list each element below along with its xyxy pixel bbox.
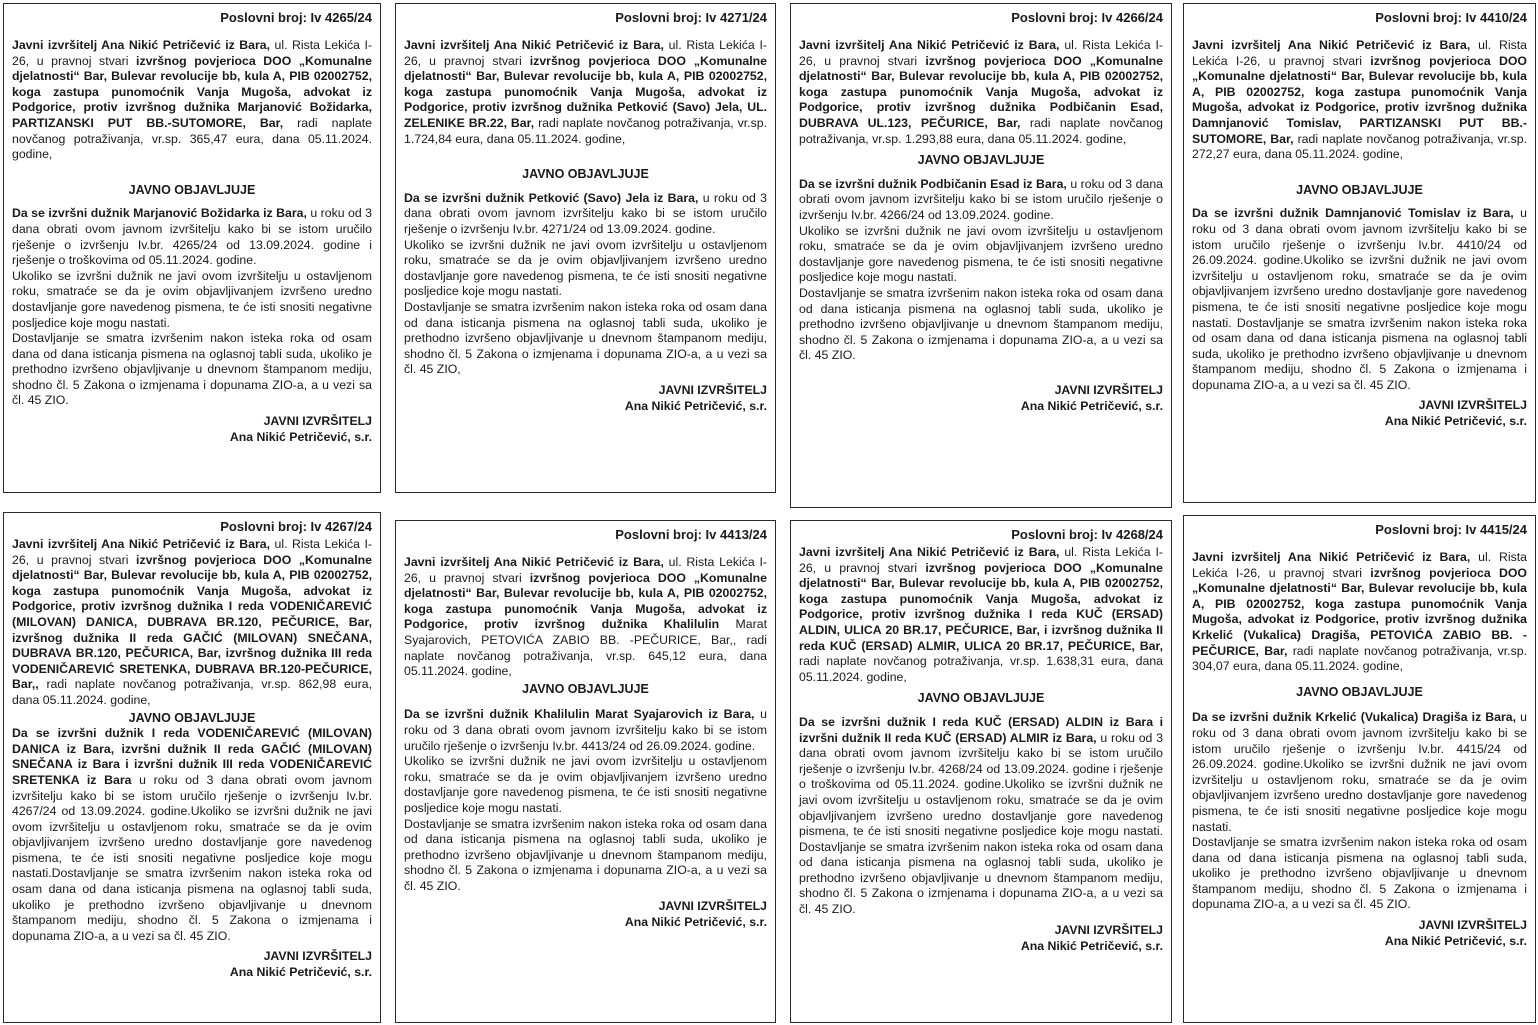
signature-title: JAVNI IZVRŠITELJ [1054,382,1163,397]
signature-block [1192,397,1527,429]
signature-block [1192,917,1527,949]
intro-paragraph: Javni izvršitelj Ana Nikić Petričević iz Bara, ul. Rista Lekića I-26, u pravnoj stvari izvršnog povjerioca DOO „Komunalne djelatnosti“ Bar, Bulevar revolucije bb, kula A, PIB 02002752, koga zastupa punomoćnik Vanja Mugoša, advokat iz Podgorice, protiv izvršnog dužnika I reda KUČ (ERSAD) ALDIN, ULICA 20 BR.17, PEČURICE, Bar, i izvršnog dužnika II reda KUČ (ERSAD) ALMIR, ULICA 20 BR.17, PEČURICE, Bar, radi naplate novčanog potraživanja, vr.sp. 1.638,31 eura, dana 05.11.2024. godine, [799,545,1163,684]
declaration-paragraph: Da se izvršni dužnik Damnjanović Tomislav iz Bara, u roku od 3 dana obrati ovom javnom izvršitelju kako bi se istom uručilo rješenje o izvršenju Iv.br. 4410/24 od 26.09.2024. godine.Ukoliko se izvršni dužnik ne javi ovom izvršitelju u ostavljenom roku, smatraće se da je ovim objavljivanjem izvršeno uredno dostavljanje gore navedenog pismena, te će isti snositi negativne posljedice koje mogu nastati. Dostavljanje se smatra izvršenim nakon isteka roka od osam dana od dana isticanja pismena na oglasnoj tabli suda, ukoliko je prethodno izvršeno objavljivanje u dnevnom štampanom mediju, shodno čl. 5 Zakona o izmjenama i dopunama ZIO-a, a u vezi sa čl. 45 ZIO. [1192,206,1527,392]
intro-paragraph: Javni izvršitelj Ana Nikić Petričević iz Bara, ul. Rista Lekića I-26, u pravnoj stvari izvršnog povjerioca DOO „Komunalne djelatnosti“ Bar, Bulevar revolucije bb, kula A, PIB 02002752, koga zastupa punomoćnik Vanja Mugoša, advokat iz Podgorice, protiv izvršnog dužnika Damnjanović Tomislav, PARTIZANSKI PUT BB.-SUTOMORE, Bar, radi naplate novčanog potraživanja, vr.sp. 272,27 eura, dana 05.11.2024. godine, [1192,38,1527,162]
notice-iv-4267 [3,512,381,1023]
section-heading: JAVNO OBJAVLJUJE [1296,684,1423,699]
delivery-paragraph: Dostavljanje se smatra izvršenim nakon isteka roka od osam dana od dana isticanja pismena na oglasnoj tabli suda, ukoliko je prethodno izvršeno objavljivanje u dnevnom štampanom mediju, shodno čl. 5 Zakona o izmjenama i dopunama ZIO-a, a u vezi sa čl. 45 ZIO, [404,299,767,377]
case-number: Poslovni broj: Iv 4268/24 [1011,527,1163,542]
delivery-paragraph: Dostavljanje se smatra izvršenim nakon isteka roka od osam dana od dana isticanja pismena na oglasnoj tabli suda, ukoliko je prethodno izvršeno objavljivanje u dnevnom štampanom mediju, shodno čl. 5 Zakona o izmjenama i dopunama ZIO-a, a u vezi sa čl. 45 ZIO. [404,816,767,893]
signature-block [12,948,372,980]
signature-name: Ana Nikić Petričević, s.r. [624,398,767,413]
intro-paragraph: Javni izvršitelj Ana Nikić Petričević iz Bara, ul. Rista Lekića I-26, u pravnoj stvari izvršnog povjerioca DOO „Komunalne djelatnosti“ Bar, Bulevar revolucije bb, kula A, PIB 02002752, koga zastupa punomoćnik Vanja Mugoša, advokat iz Podgorice, protiv izvršnog dužnika I reda VODENIČAREVIĆ (MILOVAN) DANICA, DUBRAVA BR.120, PEČURICE, Bar, izvršnog dužnika II reda GAČIĆ (MILOVAN) SNEČANA, DUBRAVA BR.120, PEČURICA, Bar, izvršnog dužnika III reda VODENIČAREVIĆ SRETENKA, DUBRAVA BR.120-PEČURICE, Bar,, radi naplate novčanog potraživanja, vr.sp. 862,98 eura, dana 05.11.2024. godine, [12,537,373,707]
notice-iv-4415 [1183,515,1536,1023]
declaration-paragraph: Da se izvršni dužnik Marjanović Božidarka iz Bara, u roku od 3 dana obrati ovom javnom izvršitelju kako bi se istom uručilo rješenje o izvršenju Iv.br. 4265/24 od 13.09.2024. godine i rješenje o troškovima od 05.11.2024. godine. [12,206,372,268]
intro-paragraph: Javni izvršitelj Ana Nikić Petričević iz Bara, ul. Rista Lekića I-26, u pravnoj stvari izvršnog povjerioca DOO „Komunalne djelatnosti“ Bar, Bulevar revolucije bb, kula A, PIB 02002752, koga zastupa punomoćnik Vanja Mugoša, advokat iz Podgorice, protiv izvršnog dužnika Krkelić (Vukalica) Dragiša, PETOVIĆA ZABIO BB. -PEČURICE, Bar, radi naplate novčanog potraživanja, vr.sp. 304,07 eura, dana 05.11.2024. godine, [1192,550,1527,674]
signature-title: JAVNI IZVRŠITELJ [1418,398,1527,413]
case-number: Poslovni broj: Iv 4415/24 [1375,522,1527,537]
consequence-paragraph: Ukoliko se izvršni dužnik ne javi ovom izvršitelju u ostavljenom roku, smatraće se da je ovim objavljivanjem izvršeno uredno dostavljanje gore navedenog pismena, te će isti snositi negativne posljedice koje mogu nastati. [799,223,1163,285]
notice-iv-4266 [790,3,1172,508]
signature-name: Ana Nikić Petričević, s.r. [1020,398,1163,413]
notice-iv-4271 [395,3,776,493]
notice-iv-4410 [1183,3,1536,503]
declaration-paragraph: Da se izvršni dužnik Podbičanin Esad iz Bara, u roku od 3 dana obrati ovom javnom izvršitelju kako bi se istom uručilo rješenje o izvršenju Iv.br. 4266/24 od 13.09.2024. godine. [799,176,1163,222]
consequence-paragraph: Ukoliko se izvršni dužnik ne javi ovom izvršitelju u ostavljenom roku, smatraće se da je ovim objavljivanjem izvršeno uredno dostavljanje gore navedenog pismena, te će isti snositi negativne posljedice koje mogu nastati. [404,237,767,299]
declaration-paragraph: Da se izvršni dužnik Krkelić (Vukalica) Dragiša iz Bara, u roku od 3 dana obrati ovom javnom izvršitelju kako bi se istom uručilo rješenje o izvršenju Iv.br. 4415/24 od 26.09.2024. godine.Ukoliko se izvršni dužnik ne javi ovom izvršitelju u ostavljenom roku, smatraće se da je ovim objavljivanjem izvršeno uredno dostavljanje gore navedenog pismena, te će isti snositi negativne posljedice koje mogu nastati. [1192,710,1527,834]
consequence-paragraph: Ukoliko se izvršni dužnik ne javi ovom izvršitelju u ostavljenom roku, smatraće se da je ovim objavljivanjem izvršeno uredno dostavljanje gore navedenog pismena, te će isti snositi negativne posljedice koje mogu nastati. [404,754,767,815]
case-number: Poslovni broj: Iv 4410/24 [1375,10,1527,25]
case-number: Poslovni broj: Iv 4266/24 [1011,10,1163,25]
declaration-paragraph: Da se izvršni dužnik I reda VODENIČAREVIĆ (MILOVAN) DANICA iz Bara, izvršni dužnik II reda GAČIĆ (MILOVAN) SNEČANA iz Bara i izvršni dužnik III reda VODENIČAREVIĆ SRETENKA iz Bara u roku od 3 dana obrati ovom javnom izvršitelju kako bi se istom uručilo rješenje o izvršenju Iv.br. 4267/24 od 13.09.2024. godine.Ukoliko se izvršni dužnik ne javi ovom izvršitelju u ostavljenom roku, smatraće se da je ovim objavljivanjem izvršeno uredno dostavljanje gore navedenog pismena, te će isti snositi negativne posljedice koje mogu nastati.Dostavljanje se smatra izvršenim nakon isteka roka od osam dana od dana isticanja pismena na oglasnoj tabli suda, ukoliko je prethodno izvršeno objavljivanje u dnevnom štampanom mediju, shodno čl. 5 Zakona o izmjenama i dopunama ZIO-a, a u vezi sa čl. 45 ZIO. [12,726,372,943]
consequence-paragraph: Ukoliko se izvršni dužnik ne javi ovom izvršitelju u ostavljenom roku, smatraće se da je ovim objavljivanjem izvršeno uredno dostavljanje gore navedenog pismena, te će isti snositi negativne posljedice koje mogu nastati. [12,268,372,330]
signature-name: Ana Nikić Petričević, s.r. [1020,938,1163,953]
section-heading: JAVNO OBJAVLJUJE [522,681,649,696]
intro-paragraph: Javni izvršitelj Ana Nikić Petričević iz Bara, ul. Rista Lekića I-26, u pravnoj stvari izvršnog povjerioca DOO „Komunalne djelatnosti“ Bar, Bulevar revolucije bb, kula A, PIB 02002752, koga zastupa punomoćnik Vanja Mugoša, advokat iz Podgorice, protiv izvršnog dužnika Petković (Savo) Jela, UL. ZELENIKE BR.22, Bar, radi naplate novčanog potraživanja, vr.sp. 1.724,84 eura, dana 05.11.2024. godine, [404,38,768,146]
delivery-paragraph: Dostavljanje se smatra izvršenim nakon isteka roka od osam dana od dana isticanja pismena na oglasnoj tabli suda, ukoliko je prethodno izvršeno objavljivanje u dnevnom štampanom mediju, shodno čl. 5 Zakona o izmjenama i dopunama ZIO-a, a u vezi sa čl. 45 ZIO. [1192,835,1527,912]
signature-title: JAVNI IZVRŠITELJ [1418,918,1527,933]
signature-title: JAVNI IZVRŠITELJ [658,382,767,397]
case-number: Poslovni broj: Iv 4271/24 [615,10,767,25]
signature-title: JAVNI IZVRŠITELJ [1054,922,1163,937]
section-heading: JAVNO OBJAVLJUJE [1296,182,1423,197]
delivery-paragraph: Dostavljanje se smatra izvršenim nakon isteka roka od osam dana od dana isticanja pismena na oglasnoj tabli suda, ukoliko je prethodno izvršeno objavljivanje u dnevnom štampanom mediju, shodno čl. 5 Zakona o izmjenama i dopunama ZIO-a, a u vezi sa čl. 45 ZIO. [799,285,1163,363]
signature-name: Ana Nikić Petričević, s.r. [624,915,767,930]
section-heading: JAVNO OBJAVLJUJE [128,710,256,725]
signature-name: Ana Nikić Petričević, s.r. [229,965,372,980]
section-heading: JAVNO OBJAVLJUJE [128,182,256,197]
section-heading: JAVNO OBJAVLJUJE [917,691,1045,706]
signature-name: Ana Nikić Petričević, s.r. [229,430,372,445]
signature-block [12,413,372,445]
case-number: Poslovni broj: Iv 4413/24 [615,527,767,542]
delivery-paragraph: Dostavljanje se smatra izvršenim nakon isteka roka od osam dana od dana isticanja pismena na oglasnoj tabli suda, ukoliko je prethodno izvršeno objavljivanje u dnevnom štampanom mediju, shodno čl. 5 Zakona o izmjenama i dopunama ZIO-a, a u vezi sa čl. 45 ZIO. [12,331,372,408]
intro-paragraph: Javni izvršitelj Ana Nikić Petričević iz Bara, ul. Rista Lekića I-26, u pravnoj stvari izvršnog povjerioca DOO „Komunalne djelatnosti“ Bar, Bulevar revolucije bb, kula A, PIB 02002752, koga zastupa punomoćnik Vanja Mugoša, advokat iz Podgorice, protiv izvršnog dužnika Podbičanin Esad, DUBRAVA UL.123, PEČURICE, Bar, radi naplate novčanog potraživanja, vr.sp. 1.293,88 eura, dana 05.11.2024. godine, [799,38,1163,146]
section-heading: JAVNO OBJAVLJUJE [917,153,1045,168]
notice-iv-4268 [790,520,1172,1023]
intro-paragraph: Javni izvršitelj Ana Nikić Petričević iz Bara, ul. Rista Lekića I-26, u pravnoj stvari izvršnog povjerioca DOO „Komunalne djelatnosti“ Bar, Bulevar revolucije bb, kula A, PIB 02002752, koga zastupa punomoćnik Vanja Mugoša, advokat iz Podgorice, protiv izvršnog dužnika Marjanović Božidarka, PARTIZANSKI PUT BB.-SUTOMORE, Bar, radi naplate novčanog potraživanja, vr.sp. 365,47 eura, dana 05.11.2024. godine, [12,38,373,162]
declaration-paragraph: Da se izvršni dužnik I reda KUČ (ERSAD) ALDIN iz Bara i izvršni dužnik II reda KUČ (ERSAD) ALMIR iz Bara, u roku od 3 dana obrati ovom javnom izvršitelju kako bi se istom uručilo rješenje o izvršenju Iv.br. 4268/24 od 13.09.2024. godine i rješenje o troškovima od 05.11.2024. godine.Ukoliko se izvršni dužnik ne javi ovom izvršitelju u ostavljenom roku, smatraće se da je ovim objavljivanjem izvršeno uredno dostavljanje gore navedenog pismena, te će isti snositi negativne posljedice koje mogu nastati. Dostavljanje se smatra izvršenim nakon isteka roka od osam dana od dana isticanja pismena na oglasnoj tabli suda, ukoliko je prethodno izvršeno objavljivanje u dnevnom štampanom mediju, shodno čl. 5 Zakona o izmjenama i dopunama ZIO-a, a u vezi sa čl. 45 ZIO. [799,714,1163,917]
notice-iv-4265 [3,3,381,493]
signature-title: JAVNI IZVRŠITELJ [263,949,372,964]
signature-name: Ana Nikić Petričević, s.r. [1384,414,1527,429]
signature-block [404,898,767,930]
signature-title: JAVNI IZVRŠITELJ [263,414,372,429]
case-number: Poslovni broj: Iv 4267/24 [220,519,372,534]
declaration-paragraph: Da se izvršni dužnik Khalilulin Marat Syajarovich iz Bara, u roku od 3 dana obrati ovom javnom izvršitelju kako bi se istom uručilo rješenje o izvršenju Iv.br. 4413/24 od 26.09.2024. godine. [404,707,767,753]
signature-block [799,922,1163,954]
intro-paragraph: Javni izvršitelj Ana Nikić Petričević iz Bara, ul. Rista Lekića I-26, u pravnoj stvari izvršnog povjerioca DOO „Komunalne djelatnosti“ Bar, Bulevar revolucije bb, kula A, PIB 02002752, koga zastupa punomoćnik Vanja Mugoša, advokat iz Podgorice, protiv izvršnog dužnika Khalilulin Marat Syajarovich, PETOVIĆA ZABIO BB. -PEČURICE, Bar,, radi naplate novčanog potraživanja, vr.sp. 645,12 eura, dana 05.11.2024. godine, [404,555,768,679]
section-heading: JAVNO OBJAVLJUJE [522,167,649,182]
signature-block [799,382,1163,414]
notice-iv-4413 [395,520,776,1023]
signature-title: JAVNI IZVRŠITELJ [658,899,767,914]
case-number: Poslovni broj: Iv 4265/24 [220,10,372,25]
signature-name: Ana Nikić Petričević, s.r. [1384,934,1527,949]
declaration-paragraph: Da se izvršni dužnik Petković (Savo) Jela iz Bara, u roku od 3 dana obrati ovom javnom izvršitelju kako bi se istom uručilo rješenje o izvršenju Iv.br. 4271/24 od 13.09.2024. godine. [404,190,768,236]
signature-block [404,382,767,414]
